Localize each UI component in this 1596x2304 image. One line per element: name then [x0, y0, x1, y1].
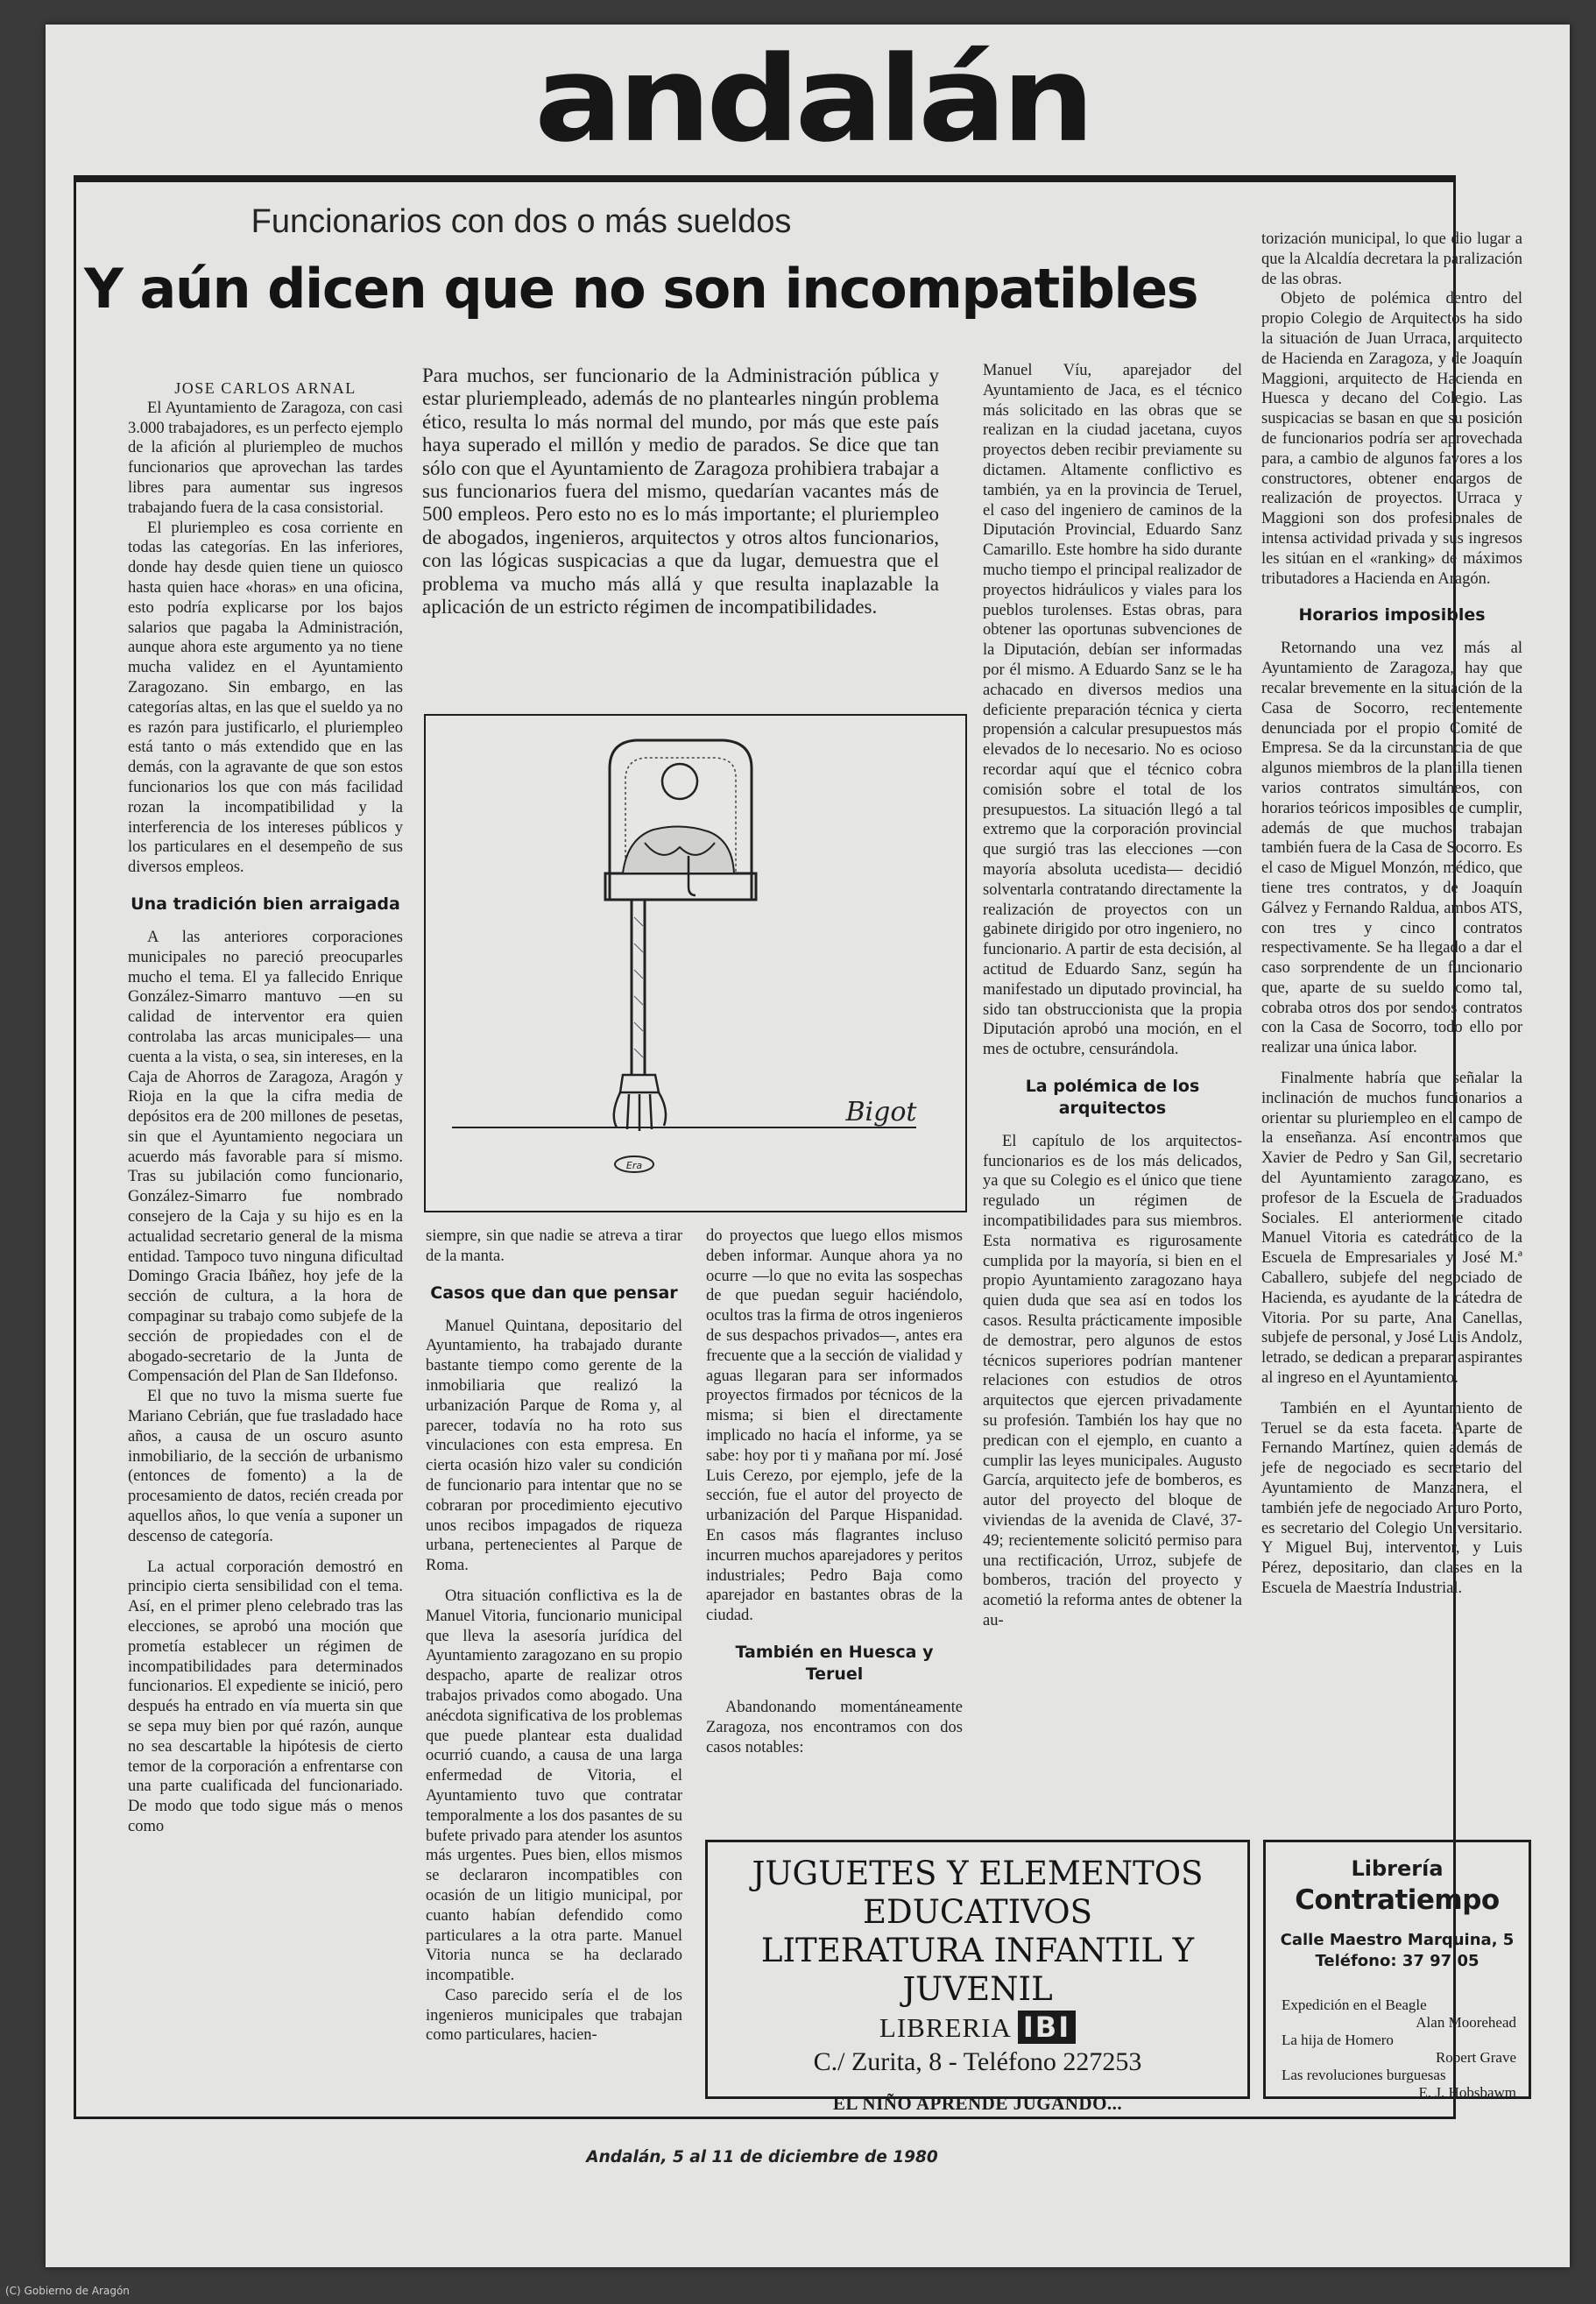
paragraph: También en el Ayuntamiento de Teruel se da esta faceta. Aparte de Fernando Martínez, quien además de jefe de negociado es secretario del Ayuntamiento de Manzanera, el también jefe de negociado Arturo Porto, es secretario del Colegio Universitario. Y Miguel Buj, interventor, y Luis Pérez, depositario, dan clases en la Escuela de Maestría Industrial.: [1261, 1399, 1522, 1597]
ad-line: JUVENIL: [902, 1970, 1053, 2008]
subheading: Una tradición bien arraigada: [131, 894, 400, 914]
lead-paragraph: [422, 364, 939, 618]
column-2: [426, 1226, 682, 2046]
ad-street: Calle Maestro Marquina, 5: [1280, 1931, 1515, 1949]
ad-phone: Teléfono: 37 97 05: [1315, 1952, 1479, 1970]
paragraph: torización municipal, lo que dio lugar a que la Alcaldía decretara la paralización de las obras.: [1261, 230, 1522, 288]
cartoon-drawing: [426, 716, 965, 1211]
paragraph: El pluriempleo es cosa corriente en todas las categorías. En las inferiores, donde hay desde quien tiene un quiosco hasta quien hace «horas» en una oficina, esto podría explicarse por los bajos salarios que pagaba la Administración, aunque ahora este argumento ya no tiene mucha validez en el Ayuntamiento Zaragozano. Sin embargo, en las categorías altas, en las que el sueldo ya no es razón para justificarlo, el pluriempleo está tanto o más extendido que en las demás, con la agravante de que son estos funcionarios los que con más facilidad rozan la incompatibilidad y la interferencia de los intereses públicos y los particulares en el desempeño de sus diversos empleos.: [128, 519, 403, 877]
cartoon-signature: Bigot: [845, 1097, 917, 1127]
book-author: Alan Moorehead: [1416, 2014, 1516, 2031]
article-headline: Y aún dicen que no son incompatibles: [84, 257, 1198, 321]
shop-logo: IBI: [1018, 2011, 1076, 2044]
paragraph: El capítulo de los arquitectos-funcionarios es de los más delicados, ya que su Colegio es el único que tiene regulado un régimen de incompatibilidades para sus miembros. Esta normativa es rigurosamente cumplida por la mayoría, si bien en el propio Ayuntamiento zaragozano haya quien duda que sea así en todos los casos. Resulta prácticamente imposible de demostrar, pero algunos de estos técnicos superiores podrían mantener relaciones con estudios de otros arquitectos que ejercen privadamente su profesión. También los hay que no predican con el ejemplo, en cuanto a cumplir las leyes municipales. Augusto García, arquitecto jefe de bomberos, es autor del proyecto del bloque de viviendas de la avenida de Clavé, 37-49; recientemente solicitó permiso para una rectificación, Urroz, subjefe de bomberos, tración del proyecto y acometió la reforma antes de obtener la au-: [983, 1132, 1242, 1630]
lead-text: Para muchos, ser funcionario de la Administración pública y estar pluriempleado, además de no plantearles ningún problema ético, resulta lo más normal del mundo, por más que este país haya superado el millón y medio de parados. Se dice que tan sólo con que el Ayuntamiento de Zaragoza prohibiera trabajar a sus funcionarios fuera del mismo, quedarían vacantes más de 500 empleos. Pero esto no es lo más importante; el pluriempleo de abogados, ingenieros, arquitectos y otros altos funcionarios, con las lógicas suspicacias a que da lugar, demuestra que el problema va mucho más allá y que resulta inaplazable la aplicación de un estricto régimen de incompatibilidades.: [422, 364, 939, 618]
cartoon-illustration: [424, 714, 967, 1212]
ad-address: C./ Zurita, 8 - Teléfono 227253: [813, 2047, 1142, 2076]
paragraph: siempre, sin que nadie se atreva a tirar de la manta.: [426, 1227, 682, 1265]
bookstore-advertisement: [1263, 1840, 1531, 2099]
ad-line: EDUCATIVOS: [863, 1893, 1092, 1931]
shop-label: LIBRERIA: [879, 2012, 1011, 2043]
article-kicker: Funcionarios con dos o más sueldos: [251, 203, 792, 240]
paragraph: Objeto de polémica dentro del propio Colegio de Arquitectos ha sido la situación de Juan Urraca, arquitecto de Hacienda en Zaragoza, y de Joaquín Maggioni, arquitecto de Hacienda en Huesca y decano del Colegio. Las suspicacias se basan en que su posición de funcionarios podría ser aprovechada para, a cambio de algunos favores a los constructores, obtener encargos de realización de proyectos. Urraca y Maggioni son dos profesionales de intensa actividad privada y sus ingresos les sitúan en el «ranking» de máximos tributadores a Hacienda en Aragón.: [1261, 290, 1522, 588]
ad-line: LITERATURA INFANTIL Y: [760, 1932, 1195, 1969]
subheading: Casos que dan que pensar: [430, 1283, 678, 1303]
ad-title-large: Contratiempo: [1295, 1884, 1500, 1916]
subheading: También en Huesca y Teruel: [735, 1642, 934, 1684]
masthead-logo: andalán: [534, 31, 1091, 169]
book-title: La hija de Homero: [1282, 2032, 1394, 2048]
book-author: Robert Grave: [1435, 2049, 1516, 2066]
ad-contact: [1266, 1930, 1529, 1972]
ad-slogan: EL NIÑO APRENDE JUGANDO...: [832, 2093, 1123, 2114]
ad-headline: [708, 1855, 1247, 2009]
column-3: [706, 1226, 963, 1757]
paragraph: Caso parecido sería el de los ingenieros municipales que trabajan como particulares, hacien-: [426, 1986, 682, 2045]
paragraph: do proyectos que luego ellos mismos deben informar. Aunque ahora ya no ocurre —lo que no evita las sospechas de que puedan seguir haciéndolo, ocultos tras la firma de otros ingenieros de sus despachos privados—, antes era frecuente que a la sección de vialidad y aguas llegaran para ser informados proyectos firmados por técnicos de la misma; si bien el directamente implicado no hacía el informe, ya se sabe: hoy por ti y mañana por mí. José Luis Cerezo, por ejemplo, jefe de la sección, fue el autor del proyecto de urbanización del Parque Hispanidad. En casos más flagrantes incluso incurren muchos aparejadores y peritos industriales; Pedro Baja como aparejador en bastantes obras de la ciudad.: [706, 1227, 963, 1625]
book-author: E. J. Hobsbawm: [1418, 2084, 1516, 2101]
page-footer: Andalán, 5 al 11 de diciembre de 1980: [586, 2148, 938, 2166]
book-title: Expedición en el Beagle: [1282, 1997, 1427, 2013]
paragraph: El Ayuntamiento de Zaragoza, con casi 3.000 trabajadores, es un perfecto ejemplo de la afición al pluriempleo de muchos funcionarios que aprovechan las tardes libres para aumentar sus ingresos trabajando fuera de la casa consistorial.: [128, 399, 403, 517]
column-1: [128, 378, 403, 1837]
paragraph: Abandonando momentáneamente Zaragoza, nos encontramos con dos casos notables:: [706, 1698, 963, 1756]
paragraph: Retornando una vez más al Ayuntamiento de Zaragoza, hay que recalar brevemente en la situación de la Casa de Socorro, recientemente denunciada por el propio Comité de Empresa. Se da la circunstancia de que algunos miembros de la plantilla tienen varios contratos simultáneos, con horarios teóricos imposibles de cumplir, además de que muchos trabajan también fuera de la Casa de Socorro. Es el caso de Miguel Monzón, médico, que tiene tres contratos, y de Joaquín Gálvez y Fernando Ralduа, ambos ATS, con tres y cinco contratos respectivamente. Se ha llegado a dar el caso sorprendente de un funcionario que, aparte de su sueldo como tal, cobraba otros dos por sendos contratos con la Casa de Socorro, todo ello por realizar una única labor.: [1261, 640, 1522, 1057]
cartoon-shoe-text: Era: [625, 1160, 643, 1171]
paragraph: El que no tuvo la misma suerte fue Mariano Cebrián, que fue trasladado hace años, a causa de un oscuro asunto inmobiliario, de la sección de urbanismo (entonces de fomento) a la de procesamiento de datos, recién creada por aquellos años, lo que venía a suponer un descenso de categoría.: [128, 1388, 403, 1545]
ad-shop-name: [708, 2011, 1247, 2044]
ad-line: JUGUETES Y ELEMENTOS: [752, 1855, 1204, 1892]
paragraph: Manuel Quintana, depositario del Ayuntamiento, ha trabajado durante bastante tiempo como gerente de la inmobiliaria que realizó la urbanización Parque de Roma y, al parecer, todavía no ha roto sus vinculaciones con esta empresa. En cierta ocasión hizo valer su condición de funcionario para intentar que no se cobraran por procedimiento ejecutivo unos recibos impagados de riqueza urbana, pertenecientes al Parque de Roma.: [426, 1317, 682, 1575]
column-5: [1261, 230, 1522, 1599]
paragraph: Otra situación conflictiva es la de Manuel Vitoria, funcionario municipal que lleva la asesoría jurídica del Ayuntamiento zaragozano en su propio despacho, aparte de realizar otros trabajos privados como abogado. Una anécdota significativa de los problemas que puede plantear esta dualidad ocurrió cuando, a causa de una larga enfermedad de Vitoria, el Ayuntamiento tuvo que contratar temporalmente a los dos pasantes de su bufete privado para atender los asuntos más urgentes. Pues bien, ellos mismos se declararon incompatibles con ocasión de un litigio municipal, por cuanto habían defendido como particulares a la otra parte. Manuel Vitoria nunca se ha declarado incompatible.: [426, 1587, 682, 1985]
column-4: [983, 361, 1242, 1631]
toy-store-advertisement: [705, 1840, 1250, 2114]
subheading: Horarios imposibles: [1298, 605, 1486, 625]
paragraph: A las anteriores corporaciones municipales no pareció preocuparles mucho el tema. El ya fallecido Enrique González-Simarro mantuvo —en su calidad de interventor era quien controlaba las arcas municipales— una cuenta a la vista, o sea, sin intereses, en la Caja de Ahorros de Zaragoza, Aragón y Rioja en la que la cifra media de depósitos era de 200 millones de pesetas, sin que el Ayuntamiento negociara un acuerdo más favorable para sí mismo. Tras su jubilación como funcionario, González-Simarro fue nombrado consejero de la Caja y su hijo es en la actualidad secretario general de la misma entidad. Tampoco tuvo ninguna dificultad Domingo Gracia Ibáñez, hoy jefe de la sección de cultura, a la hora de compaginar su trabajo como subjefe de la sección de propiedades con el de abogado-secretario de la Junta de Compensación del Plan de San Ildefonso.: [128, 928, 403, 1386]
paragraph: Finalmente habría que señalar la inclinación de muchos funcionarios a orientar su pluriempleo en el campo de la enseñanza. Así encontramos que Xavier de Pedro y San Gil, secretario del Ayuntamiento zaragozano, es profesor de la Escuela de Graduados Sociales. El anteriormente citado Manuel Vitoria es catedrático de la Escuela de Empresariales y José M.ª Caballero, subjefe del negociado de Hacienda, es ayudante de la cátedra de Vitoria. Por su parte, Ana Canellas, subjefe de personal, y José Luis Andolz, letrado, se dedican a preparar aspirantes al ingreso en el Ayuntamiento.: [1261, 1070, 1522, 1388]
copyright-notice: (C) Gobierno de Aragón: [5, 2285, 130, 2297]
book-title: Las revoluciones burguesas: [1282, 2067, 1446, 2083]
paragraph: La actual corporación demostró en principio cierta sensibilidad con el tema. Así, en el primer pleno celebrado tras las elecciones, se aprobó una moción que prometía establecer un régimen de incompatibilidades para determinados funcionarios. El expediente se inició, pero después ha entrado en vía muerta sin que se sepa muy bien por qué razón, aunque no sea descartable la hipótesis de cierto temor de la corporación a enfrentarse con una parte cualificada del funcionariado. De modo que todo sigue más o menos como: [128, 1558, 403, 1835]
paragraph: Manuel Víu, aparejador del Ayuntamiento de Jaca, es el técnico más solicitado en las obras que se realizan en la ciudad jacetana, cuyos proyectos deben recibir previamente su dictamen. Altamente conflictivo es también, ya en la provincia de Teruel, el caso del ingeniero de caminos de la Diputación Provincial, Eduardo Sanz Camarillo. Este hombre ha sido durante mucho tiempo el principal realizador de proyectos hidráulicos y viales para los pueblos turolenses. Estas obras, para obtener las oportunas subvenciones de la Diputación, debían ser informadas por él mismo. A Eduardo Sanz se le ha achacado en diversos medios una deficiente preparación técnica y cierta propensión a calcular presupuestos más elevados de lo necesario. No es ocioso recordar aquí que el técnico cobra comisión sobre el total de los presupuestos. La situación llegó a tal extremo que la corporación provincial que surgió tras las elecciones —con mayoría absoluta ucedista— decidió solventarla contratando directamente la realización de proyectos con un gabinete dirigido por otro ingeniero, no funcionario. A partir de esta decisión, al actitud de Eduardo Sanz, según ha manifestado un diputado provincial, ha sido tan obstruccionista que la propia Diputación aprobó una moción, en el mes de octubre, censurándola.: [983, 362, 1242, 1059]
ad-title-small: Librería: [1351, 1856, 1444, 1881]
byline: JOSE CARLOS ARNAL: [174, 379, 357, 397]
subheading: La polémica de los arquitectos: [1025, 1076, 1200, 1118]
book-list: [1282, 1997, 1516, 2102]
